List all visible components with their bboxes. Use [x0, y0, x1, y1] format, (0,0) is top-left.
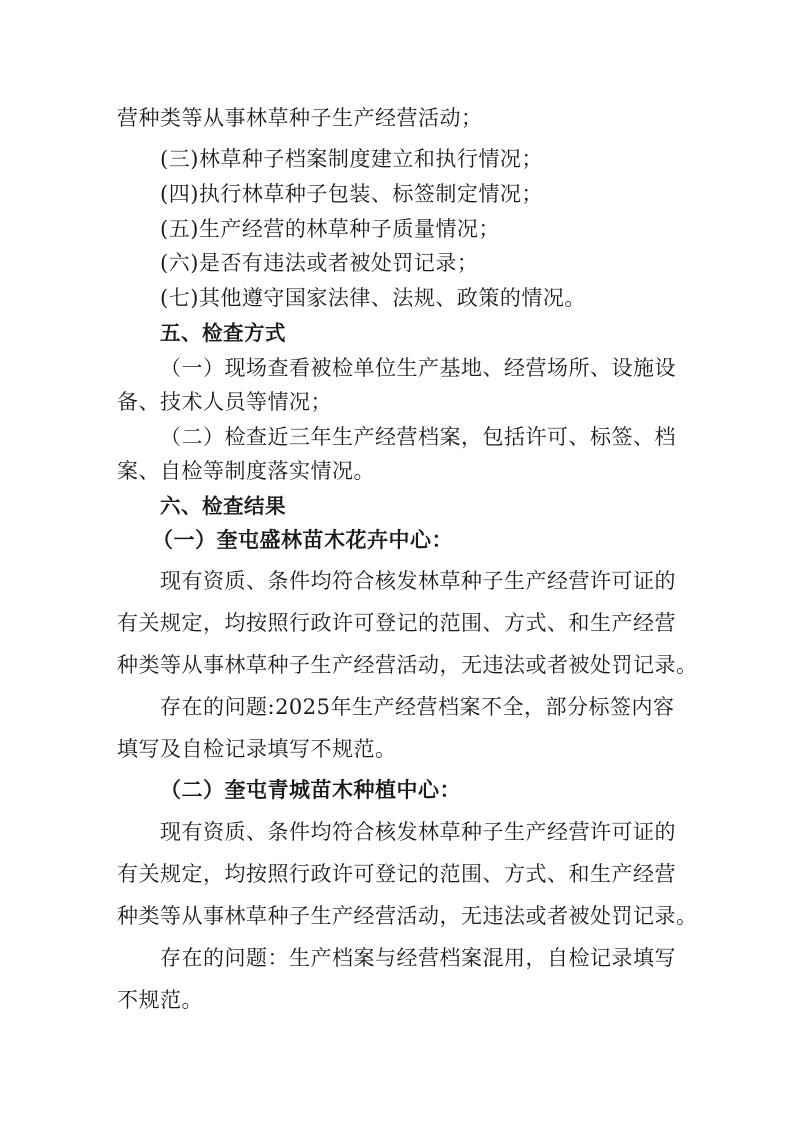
section-heading: 五、检查方式	[160, 321, 286, 345]
list-item: (三)林草种子档案制度建立和执行情况；	[160, 147, 543, 171]
paragraph-line: 有关规定，均按照行政许可登记的范围、方式、和生产经营	[117, 862, 676, 886]
subsection-heading: （二）奎屯青城苗木种植中心：	[160, 777, 461, 802]
list-item: (四)执行林草种子包装、标签制定情况；	[160, 182, 543, 206]
paragraph-line: 种类等从事林草种子生产经营活动，无违法或者被处罚记录。	[117, 653, 698, 677]
paragraph-line: 备、技术人员等情况；	[117, 390, 332, 414]
section-heading: 六、检查结果	[160, 494, 286, 518]
paragraph-line: 有关规定，均按照行政许可登记的范围、方式、和生产经营	[117, 611, 676, 635]
paragraph-line: 存在的问题:2025年生产经营档案不全，部分标签内容	[160, 695, 675, 719]
paragraph-line: 现有资质、条件均符合核发林草种子生产经营许可证的	[160, 820, 676, 844]
paragraph-line: 存在的问题：生产档案与经营档案混用，自检记录填写	[160, 946, 676, 970]
list-item: (五)生产经营的林草种子质量情况；	[160, 217, 500, 241]
subsection-heading: （一）奎屯盛林苗木花卉中心：	[152, 527, 453, 552]
paragraph-line: 营种类等从事林草种子生产经营活动；	[117, 106, 483, 130]
paragraph-line: 不规范。	[117, 988, 203, 1012]
paragraph-line: 案、自检等制度落实情况。	[117, 459, 375, 483]
list-item: (六)是否有违法或者被处罚记录；	[160, 251, 479, 275]
list-item: (七)其他遵守国家法律、法规、政策的情况。	[160, 286, 586, 310]
paragraph-line: （二）检查近三年生产经营档案，包括许可、标签、档	[160, 425, 676, 449]
paragraph-line: 填写及自检记录填写不规范。	[117, 737, 397, 761]
paragraph-line: 现有资质、条件均符合核发林草种子生产经营许可证的	[160, 569, 676, 593]
paragraph-line: 种类等从事林草种子生产经营活动，无违法或者被处罚记录。	[117, 904, 698, 928]
paragraph-line: （一）现场查看被检单位生产基地、经营场所、设施设	[160, 356, 676, 380]
